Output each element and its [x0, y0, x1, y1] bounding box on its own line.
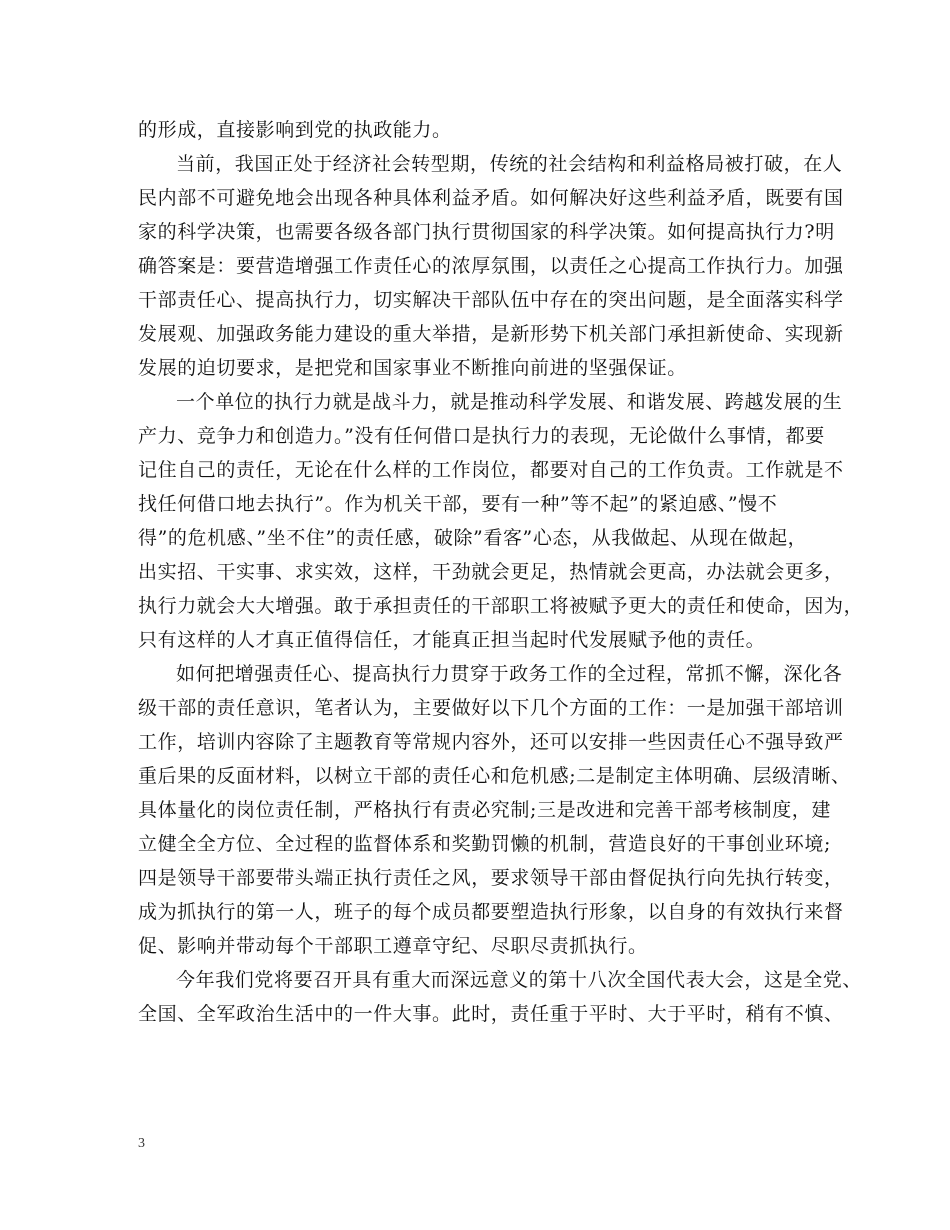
text-line: 干部责任心、提高执行力，切实解决干部队伍中存在的突出问题，是全面落实科学	[138, 289, 844, 311]
text-line: 产力、竞争力和创造力。”没有任何借口是执行力的表现，无论做什么事情，都要	[138, 425, 825, 447]
text-line: 级干部的责任意识，笔者认为，主要做好以下几个方面的工作：一是加强干部培训	[138, 697, 844, 719]
text-line: 工作，培训内容除了主题教育等常规内容外，还可以安排一些因责任心不强导致严	[138, 731, 844, 753]
text-line: 出实招、干实事、求实效，这样，干劲就会更足，热情就会更高，办法就会更多，	[138, 561, 844, 583]
text-line: 发展的迫切要求，是把党和国家事业不断推向前进的坚强保证。	[138, 357, 687, 379]
text-line: 记住自己的责任，无论在什么样的工作岗位，都要对自己的工作负责。工作就是不	[138, 459, 844, 481]
text-line: 全国、全军政治生活中的一件大事。此时，责任重于平时、大于平时，稍有不慎、	[138, 1003, 844, 1025]
text-line: 四是领导干部要带头端正执行责任之风，要求领导干部由督促执行向先执行转变，	[138, 867, 844, 889]
document-body	[138, 113, 864, 1031]
text-line: 重后果的反面材料，以树立干部的责任心和危机感;二是制定主体明确、层级清晰、	[138, 765, 851, 787]
text-line: 民内部不可避免地会出现各种具体利益矛盾。如何解决好这些利益矛盾，既要有国	[138, 187, 844, 209]
text-line: 具体量化的岗位责任制，严格执行有责必究制;三是改进和完善干部考核制度，建	[138, 799, 832, 821]
text-line: 只有这样的人才真正值得信任，才能真正担当起时代发展赋予他的责任。	[138, 629, 766, 651]
text-line: 成为抓执行的第一人，班子的每个成员都要塑造执行形象，以自身的有效执行来督	[138, 901, 844, 923]
paragraph-first-line: 一个单位的执行力就是战斗力，就是推动科学发展、和谐发展、跨越发展的生	[176, 391, 843, 413]
text-line: 得”的危机感、”坐不住”的责任感，破除”看客”心态，从我做起、从现在做起，	[138, 527, 808, 549]
text-line: 促、影响并带动每个干部职工遵章守纪、尽职尽责抓执行。	[138, 935, 648, 957]
text-line: 家的科学决策，也需要各级各部门执行贯彻国家的科学决策。如何提高执行力?明	[138, 221, 835, 243]
page-number: 3	[138, 1136, 145, 1151]
text-line: 确答案是：要营造增强工作责任心的浓厚氛围，以责任之心提高工作执行力。加强	[138, 255, 844, 277]
text-line: 的形成，直接影响到党的执政能力。	[138, 119, 452, 141]
paragraph-first-line: 今年我们党将要召开具有重大而深远意义的第十八次全国代表大会，这是全党、	[176, 969, 863, 991]
text-line: 找任何借口地去执行”。作为机关干部，要有一种”等不起”的紧迫感、”慢不	[138, 493, 778, 515]
paragraph-first-line: 如何把增强责任心、提高执行力贯穿于政务工作的全过程，常抓不懈，深化各	[176, 663, 843, 685]
text-line: 执行力就会大大增强。敢于承担责任的干部职工将被赋予更大的责任和使命，因为，	[138, 595, 864, 617]
text-line: 发展观、加强政务能力建设的重大举措，是新形势下机关部门承担新使命、实现新	[138, 323, 844, 345]
text-line: 立健全全方位、全过程的监督体系和奖勤罚懒的机制，营造良好的干事创业环境;	[138, 833, 832, 855]
paragraph-first-line: 当前，我国正处于经济社会转型期，传统的社会结构和利益格局被打破，在人	[176, 153, 843, 175]
